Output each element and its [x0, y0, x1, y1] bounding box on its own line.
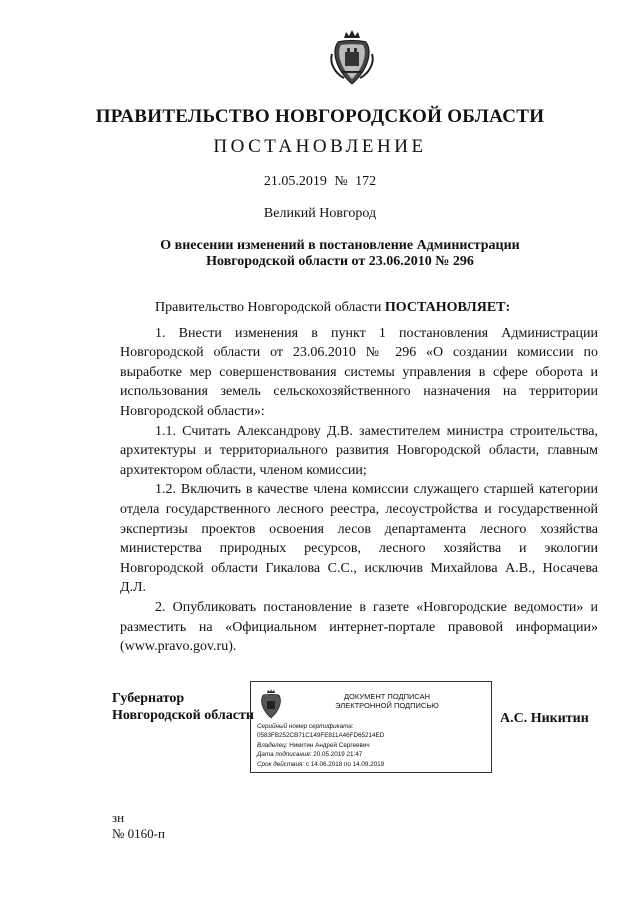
intro-text: Правительство Новгородской области	[155, 300, 385, 315]
intro-paragraph	[120, 298, 598, 318]
registry-number: № 0160-п	[112, 826, 165, 841]
esign-serial-value: 0583FB252CB71C149FE811A46FD65214ED	[257, 732, 385, 740]
esign-owner-label: Владелец:	[257, 741, 288, 749]
esign-validity-value: с 14.06.2018 по 14.09.2019	[305, 760, 385, 768]
esign-header-line-1: ДОКУМЕНТ ПОДПИСАН	[343, 692, 431, 701]
coat-of-arms-icon	[330, 28, 374, 88]
executor-initials: зн	[112, 810, 125, 825]
signatory-title-line-1: Губернатор	[112, 691, 185, 706]
paragraph-1-1: 1.1. Считать Александрову Д.В. заместителем министра строительства, архитектуры и территориального развития Новгородской области, главным архитектором области, членом комиссии;	[120, 423, 598, 478]
esign-header	[291, 692, 483, 710]
electronic-signature-stamp	[250, 681, 492, 773]
esign-signed-label: Дата подписания:	[257, 751, 312, 759]
esign-validity-label: Срок действия:	[257, 760, 305, 768]
coat-of-arms-small-icon	[259, 688, 283, 720]
decree-number-prefix: №	[334, 174, 348, 189]
paragraph-2: 2. Опубликовать постановление в газете «Новгородские ведомости» и разместить на «Официальном интернет-портале правовой информации» (www.pravo.gov.ru).	[120, 599, 598, 655]
esign-owner-value: Никитин Андрей Сергеевич	[289, 741, 370, 749]
government-title: ПРАВИТЕЛЬСТВО НОВГОРОДСКОЙ ОБЛАСТИ	[95, 106, 545, 127]
city: Великий Новгород	[263, 206, 377, 221]
decree-date-number	[0, 174, 640, 190]
decree-number: 172	[355, 174, 377, 189]
signatory-title	[112, 690, 254, 724]
decree-body	[120, 298, 598, 657]
document-footer	[112, 810, 165, 842]
decree-date: 21.05.2019	[263, 174, 327, 189]
paragraph-1: 1. Внести изменения в пункт 1 постановления Администрации Новгородской области от 23.06.2010 № 296 «О создании комиссии по выработке мер совершенствования системы управления в сфере оборота и использования земель сельскохозяйственного назначения на территории Новгородской области»:	[120, 325, 598, 419]
subject-line-1: О внесении изменений в постановление Администрации	[160, 238, 520, 253]
esign-header-line-2: ЭЛЕКТРОННОЙ ПОДПИСЬЮ	[335, 701, 439, 710]
document-type: ПОСТАНОВЛЕНИЕ	[213, 136, 427, 157]
esign-serial-label: Серийный номер сертификата:	[257, 723, 354, 730]
subject-line-2: Новгородской области от 23.06.2010 № 296	[206, 254, 474, 269]
intro-resolution: ПОСТАНОВЛЯЕТ:	[384, 300, 511, 315]
signatory-name: А.С. Никитин	[500, 711, 589, 726]
paragraph-1-2: 1.2. Включить в качестве члена комиссии служащего старшей категории отдела государственного лесного реестра, лесоустройства и государственной экспертизы проектов освоения лесов департамента лесного хозяйства министерства природных ресурсов, лесного хозяйства и экологии Новгородской области Гикалова С.С., исключив Михайлова А.В., Носачева Д.Л.	[120, 482, 598, 596]
esign-signed-value: 20.05.2019 21:47	[313, 751, 363, 759]
esign-details	[257, 722, 489, 769]
decree-subject	[120, 238, 560, 270]
signatory-title-line-2: Новгородской области	[112, 708, 254, 723]
